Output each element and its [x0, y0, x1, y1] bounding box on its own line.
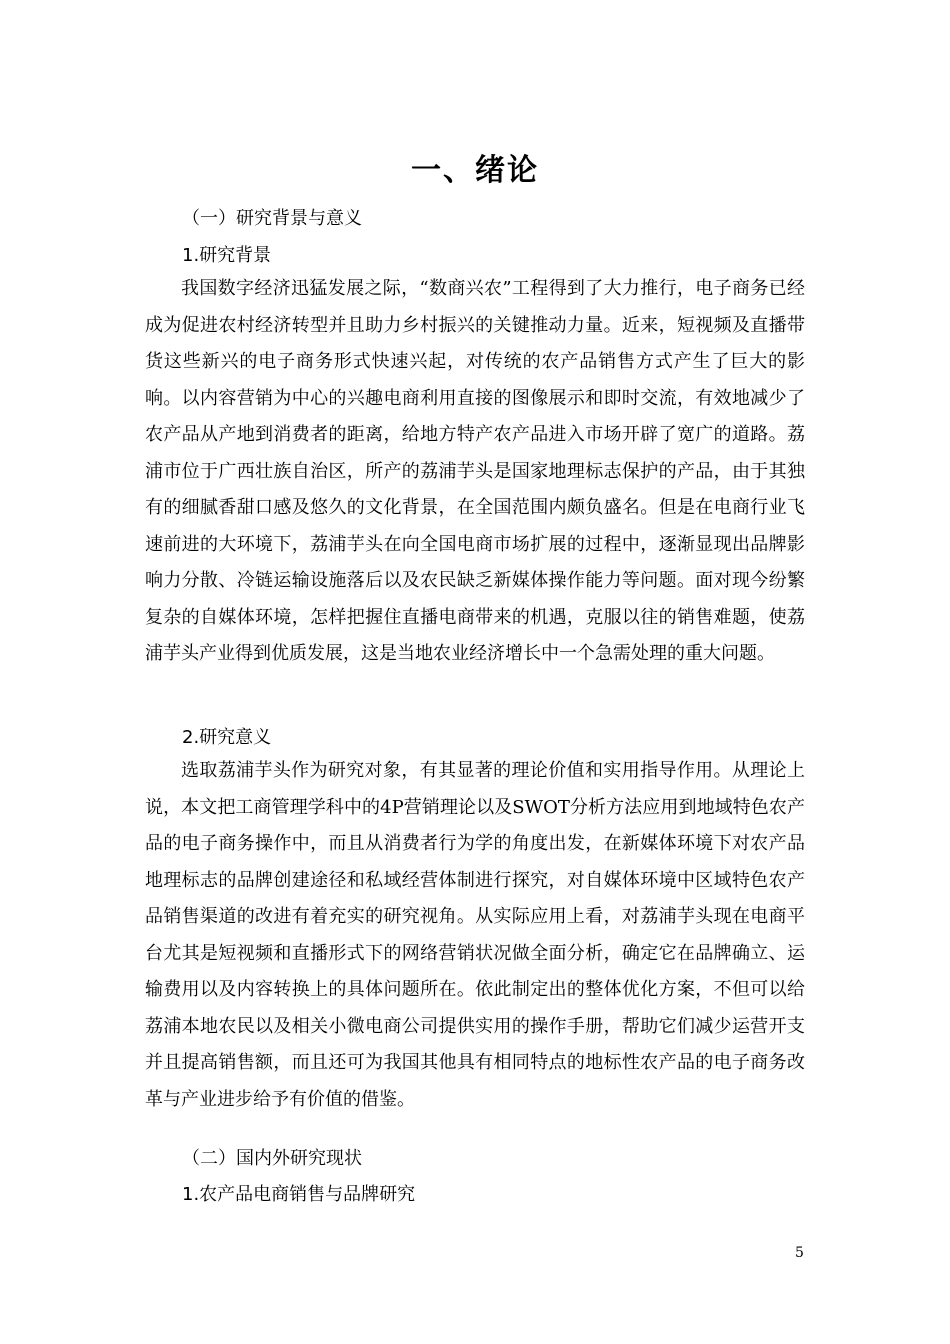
- paragraph-significance: 选取荔浦芋头作为研究对象，有其显著的理论价值和实用指导作用。从理论上说，本文把工商管理学科中的4P营销理论以及SWOT分析方法应用到地域特色农产品的电子商务操作中，而且从消费者行为学的角度出发，在新媒体环境下对农产品地理标志的品牌创建途径和私域经营体制进行探究，对自媒体环境中区域特色农产品销售渠道的改进有着充实的研究视角。从实际应用上看，对荔浦芋头现在电商平台尤其是短视频和直播形式下的网络营销状况做全面分析，确定它在品牌确立、运输费用以及内容转换上的具体问题所在。依此制定出的整体优化方案，不但可以给荔浦本地农民以及相关小微电商公司提供实用的操作手册，帮助它们减少运营开支并且提高销售额，而且还可为我国其他具有相同特点的地标性农产品的电子商务改革与产业进步给予有价值的借鉴。: [145, 760, 805, 1110]
- paragraph-background: 我国数字经济迅猛发展之际，“数商兴农”工程得到了大力推行，电子商务已经成为促进农村经济转型并且助力乡村振兴的关键推动力量。近来，短视频及直播带货这些新兴的电子商务形式快速兴起，对传统的农产品销售方式产生了巨大的影响。以内容营销为中心的兴趣电商利用直接的图像展示和即时交流，有效地减少了农产品从产地到消费者的距离，给地方特产农产品进入市场开辟了宽广的道路。荔浦市位于广西壮族自治区，所产的荔浦芋头是国家地理标志保护的产品，由于其独有的细腻香甜口感及悠久的文化背景，在全国范围内颇负盛名。但是在电商行业飞速前进的大环境下，荔浦芋头在向全国电商市场扩展的过程中，逐渐显现出品牌影响力分散、冷链运输设施落后以及农民缺乏新媒体操作能力等问题。面对现今纷繁复杂的自媒体环境，怎样把握住直播电商带来的机遇，克服以往的销售难题，使荔浦芋头产业得到优质发展，这是当地农业经济增长中一个急需处理的重大问题。: [145, 278, 805, 664]
- subsection-heading-background: 1.研究背景: [182, 245, 272, 266]
- subsection-heading-significance: 2.研究意义: [182, 727, 272, 748]
- section-heading-research-status: （二）国内外研究现状: [182, 1148, 362, 1169]
- page-number: 5: [795, 1245, 804, 1261]
- chapter-title: 一、绪论: [411, 153, 539, 188]
- section-heading-background: （一）研究背景与意义: [182, 208, 362, 229]
- subsection-heading-ecommerce-brand: 1.农产品电商销售与品牌研究: [182, 1184, 416, 1205]
